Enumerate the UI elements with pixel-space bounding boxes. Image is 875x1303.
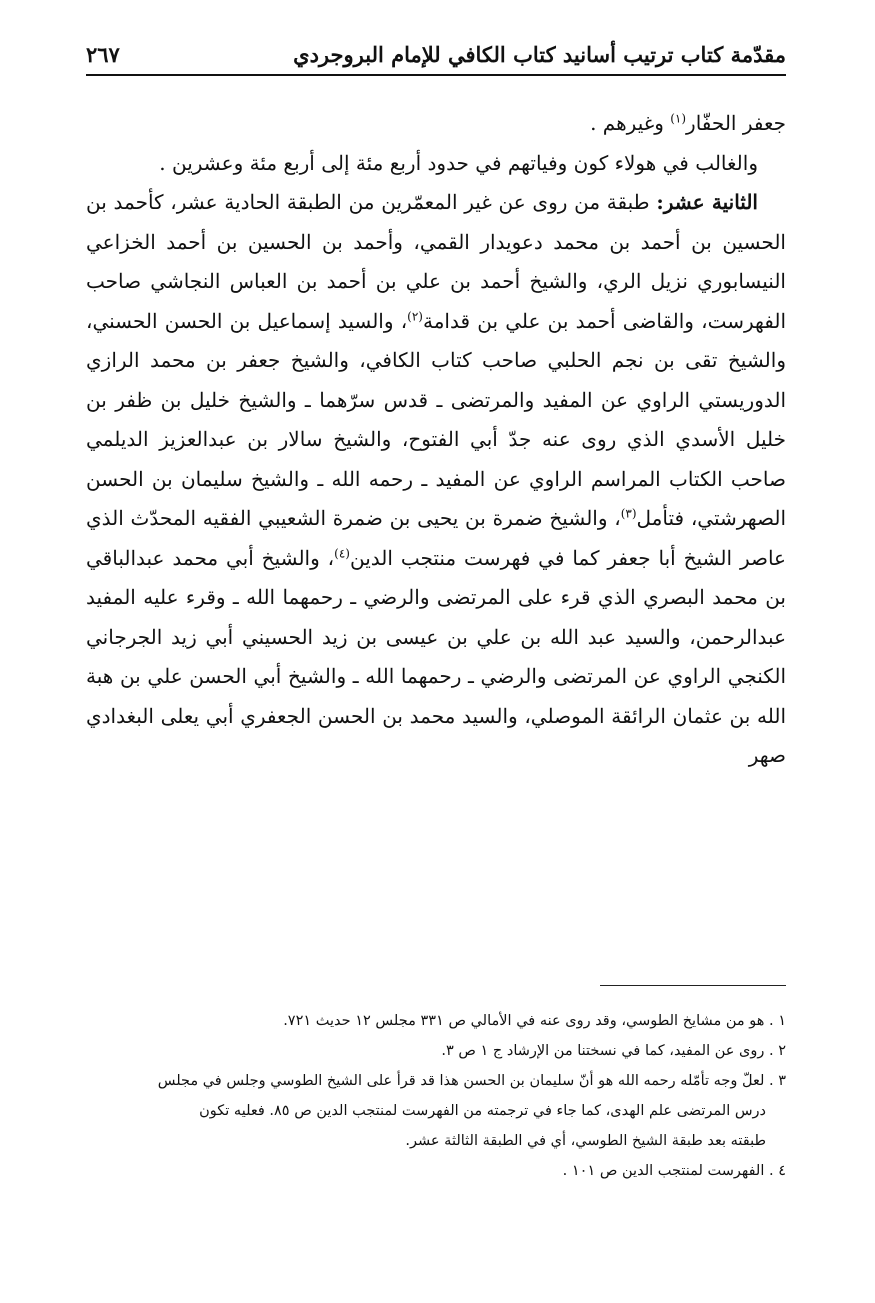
- footnote-3-continued-2: طبقته بعد طبقة الشيخ الطوسي، أي في الطبقة الثالثة عشر.: [405, 1133, 766, 1149]
- running-header: [86, 36, 786, 72]
- p3-segment-3: ، والشيخ ضمرة بن يحيى بن ضمرة الشعيبي الفقيه المحدّث الذي عاصر الشيخ أبا جعفر كما في فهرست منتجب الدين: [86, 506, 786, 570]
- footnote-2: ٢ . روى عن المفيد، كما في نسختنا من الإرشاد ج ١ ص ٣.: [441, 1043, 786, 1059]
- main-text: [86, 104, 786, 776]
- footnote-ref-1: (١): [670, 111, 687, 126]
- section-label: الثانية عشر:: [656, 190, 758, 214]
- page-number: ٢٦٧: [86, 41, 120, 67]
- p1-text: جعفر الحفّار: [686, 111, 786, 135]
- paragraph-2: والغالب في هولاء كون وفياتهم في حدود أربع مئة إلى أربع مئة وعشرين .: [159, 150, 758, 175]
- running-title: مقدّمة كتاب ترتيب أسانيد كتاب الكافي للإمام البروجردي: [293, 41, 786, 67]
- footnote-3: ٣ . لعلّ وجه تأمّله رحمه الله هو أنّ سليمان بن الحسن هذا قد قرأ على الشيخ الطوسي وجلس في مجلس: [157, 1073, 786, 1089]
- footnote-4: ٤ . الفهرست لمنتجب الدين ص ١٠١ .: [562, 1163, 786, 1179]
- footnote-ref-3: (٣): [620, 506, 637, 521]
- footnote-ref-4: (٤): [334, 545, 350, 560]
- p3-segment-1: طبقة من روى عن غير المعمّرين من الطبقة الحادية عشر، كأحمد بن الحسين بن أحمد بن محمد دعويدار القمي، وأحمد بن الحسين بن أحمد الخزاعي النيسابوري نزيل الري، والشيخ أحمد بن علي بن أحمد بن العباس النجاشي صاحب الفهرست، والقاضى أحمد بن علي بن قدامة: [86, 190, 786, 333]
- header-rule: [86, 74, 786, 76]
- p1-tail: وغيرهم .: [590, 111, 671, 135]
- p3-segment-2: ، والسيد إسماعيل بن الحسن الحسني، والشيخ تقى بن نجم الحلبي صاحب كتاب الكافي، والشيخ جعفر بن محمد الرازي الدوريستي الراوي عن المفيد والمرتضى ـ قدس سرّهما ـ والشيخ خليل بن ظفر بن خليل الأسدي الذي روى عنه جدّ أبي الفتوح، والشيخ سالار بن عبدالعزيز الديلمي صاحب الكتاب المراسم الراوي عن المفيد ـ رحمه الله ـ والشيخ سليمان بن الحسن الصهرشتي، فتأمل: [86, 308, 786, 530]
- footnote-1: ١ . هو من مشايخ الطوسي، وقد روى عنه في الأمالي ص ٣٣١ مجلس ١٢ حديث ٧٢١.: [283, 1013, 786, 1029]
- paragraph-3: [86, 183, 786, 776]
- footnotes: [96, 1006, 786, 1186]
- footnote-3-continued: درس المرتضى علم الهدى، كما جاء في ترجمته من الفهرست لمنتجب الدين ص ٨٥. فعليه تكون: [199, 1103, 766, 1119]
- paragraph-1: [86, 104, 786, 144]
- footnote-ref-2: (٢): [407, 308, 423, 323]
- p3-segment-4: ، والشيخ أبي محمد عبدالباقي بن محمد البصري الذي قرء على المرتضى والرضي ـ رحمهما الله ـ وقرء عليه المفيد عبدالرحمن، والسيد عبد الله بن علي بن عيسى بن زيد الحسيني أبي زيد الجرجاني الكنجي الراوي عن المرتضى والرضي ـ رحمهما الله ـ والشيخ أبي الحسن علي بن هبة الله بن عثمان الرائقة الموصلي، والسيد محمد بن الحسن الجعفري أبي يعلى البغدادي صهر: [86, 545, 786, 767]
- footnote-separator: [600, 985, 786, 986]
